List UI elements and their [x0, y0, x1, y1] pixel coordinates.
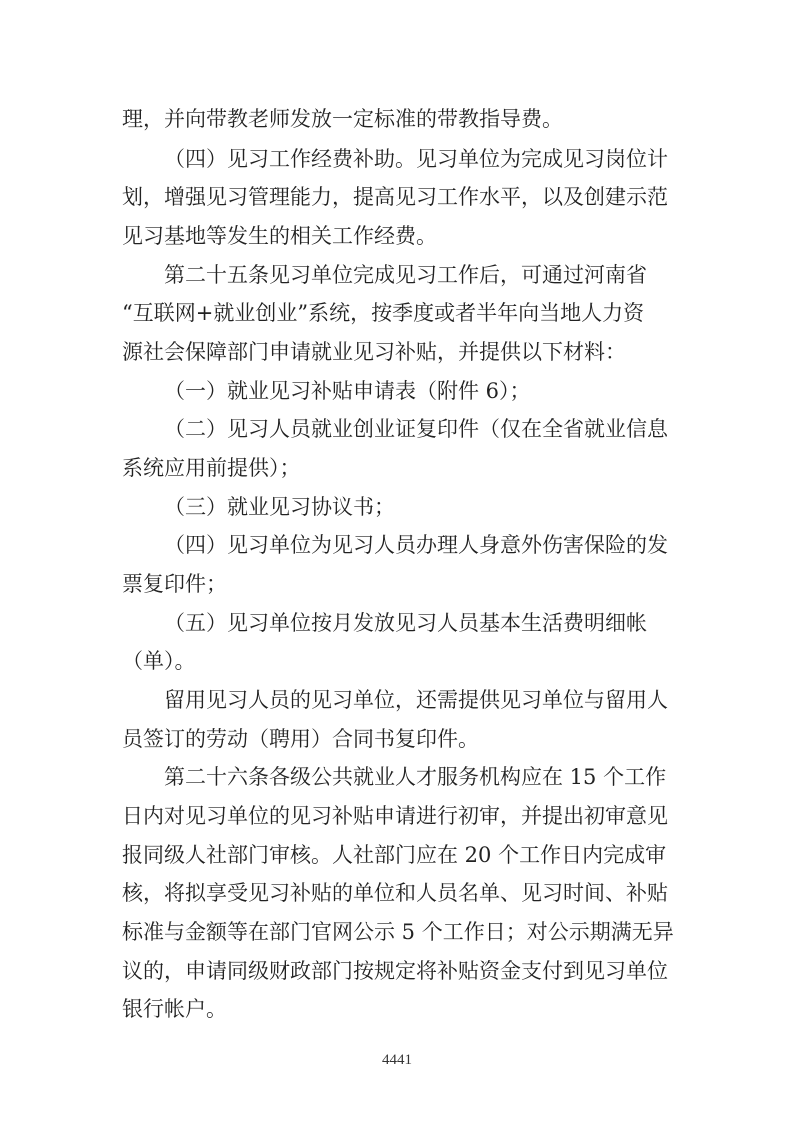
text-line: 员签订的劳动（聘用）合同书复印件。	[122, 727, 479, 751]
text-line: “互联网+就业创业”系统，按季度或者半年向当地人力资	[122, 301, 645, 325]
text-line: 见习基地等发生的相关工作经费。	[122, 224, 437, 248]
text-line: （单）。	[122, 649, 196, 673]
text-line: （四）见习单位为见习人员办理人身意外伤害保险的发	[164, 533, 668, 557]
text-line: 报同级人社部门审核。人社部门应在 20 个工作日内完成审	[122, 843, 667, 867]
text-line: （三）就业见习协议书；	[164, 495, 395, 519]
text-line: 系统应用前提供）；	[122, 456, 301, 480]
text-line: 议的，申请同级财政部门按规定将补贴资金支付到见习单位	[122, 959, 668, 983]
text-line: 理，并向带教老师发放一定标准的带教指导费。	[122, 107, 563, 131]
text-line: （一）就业见习补贴申请表（附件 6）；	[164, 379, 531, 403]
text-line: 标准与金额等在部门官网公示 5 个工作日；对公示期满无异	[122, 920, 674, 944]
text-line: 划，增强见习管理能力，提高见习工作水平，以及创建示范	[122, 185, 668, 209]
text-line: （五）见习单位按月发放见习人员基本生活费明细帐	[164, 611, 647, 635]
text-line: 第二十五条见习单位完成见习工作后，可通过河南省	[164, 263, 647, 287]
text-line: 第二十六条各级公共就业人才服务机构应在 15 个工作	[164, 765, 667, 789]
text-line: 核，将拟享受见习补贴的单位和人员名单、见习时间、补贴	[122, 881, 668, 905]
text-line: （四）见习工作经费补助。见习单位为完成见习岗位计	[164, 147, 668, 171]
text-line: 源社会保障部门申请就业见习补贴，并提供以下材料：	[122, 340, 626, 364]
text-line: 日内对见习单位的见习补贴申请进行初审，并提出初审意见	[122, 804, 668, 828]
page-number: 4441	[382, 1052, 412, 1068]
text-line: 票复印件；	[122, 572, 227, 596]
text-line: 银行帐户。	[122, 997, 227, 1021]
text-line: （二）见习人员就业创业证复印件（仅在全省就业信息	[164, 417, 668, 441]
text-line: 留用见习人员的见习单位，还需提供见习单位与留用人	[164, 688, 668, 712]
